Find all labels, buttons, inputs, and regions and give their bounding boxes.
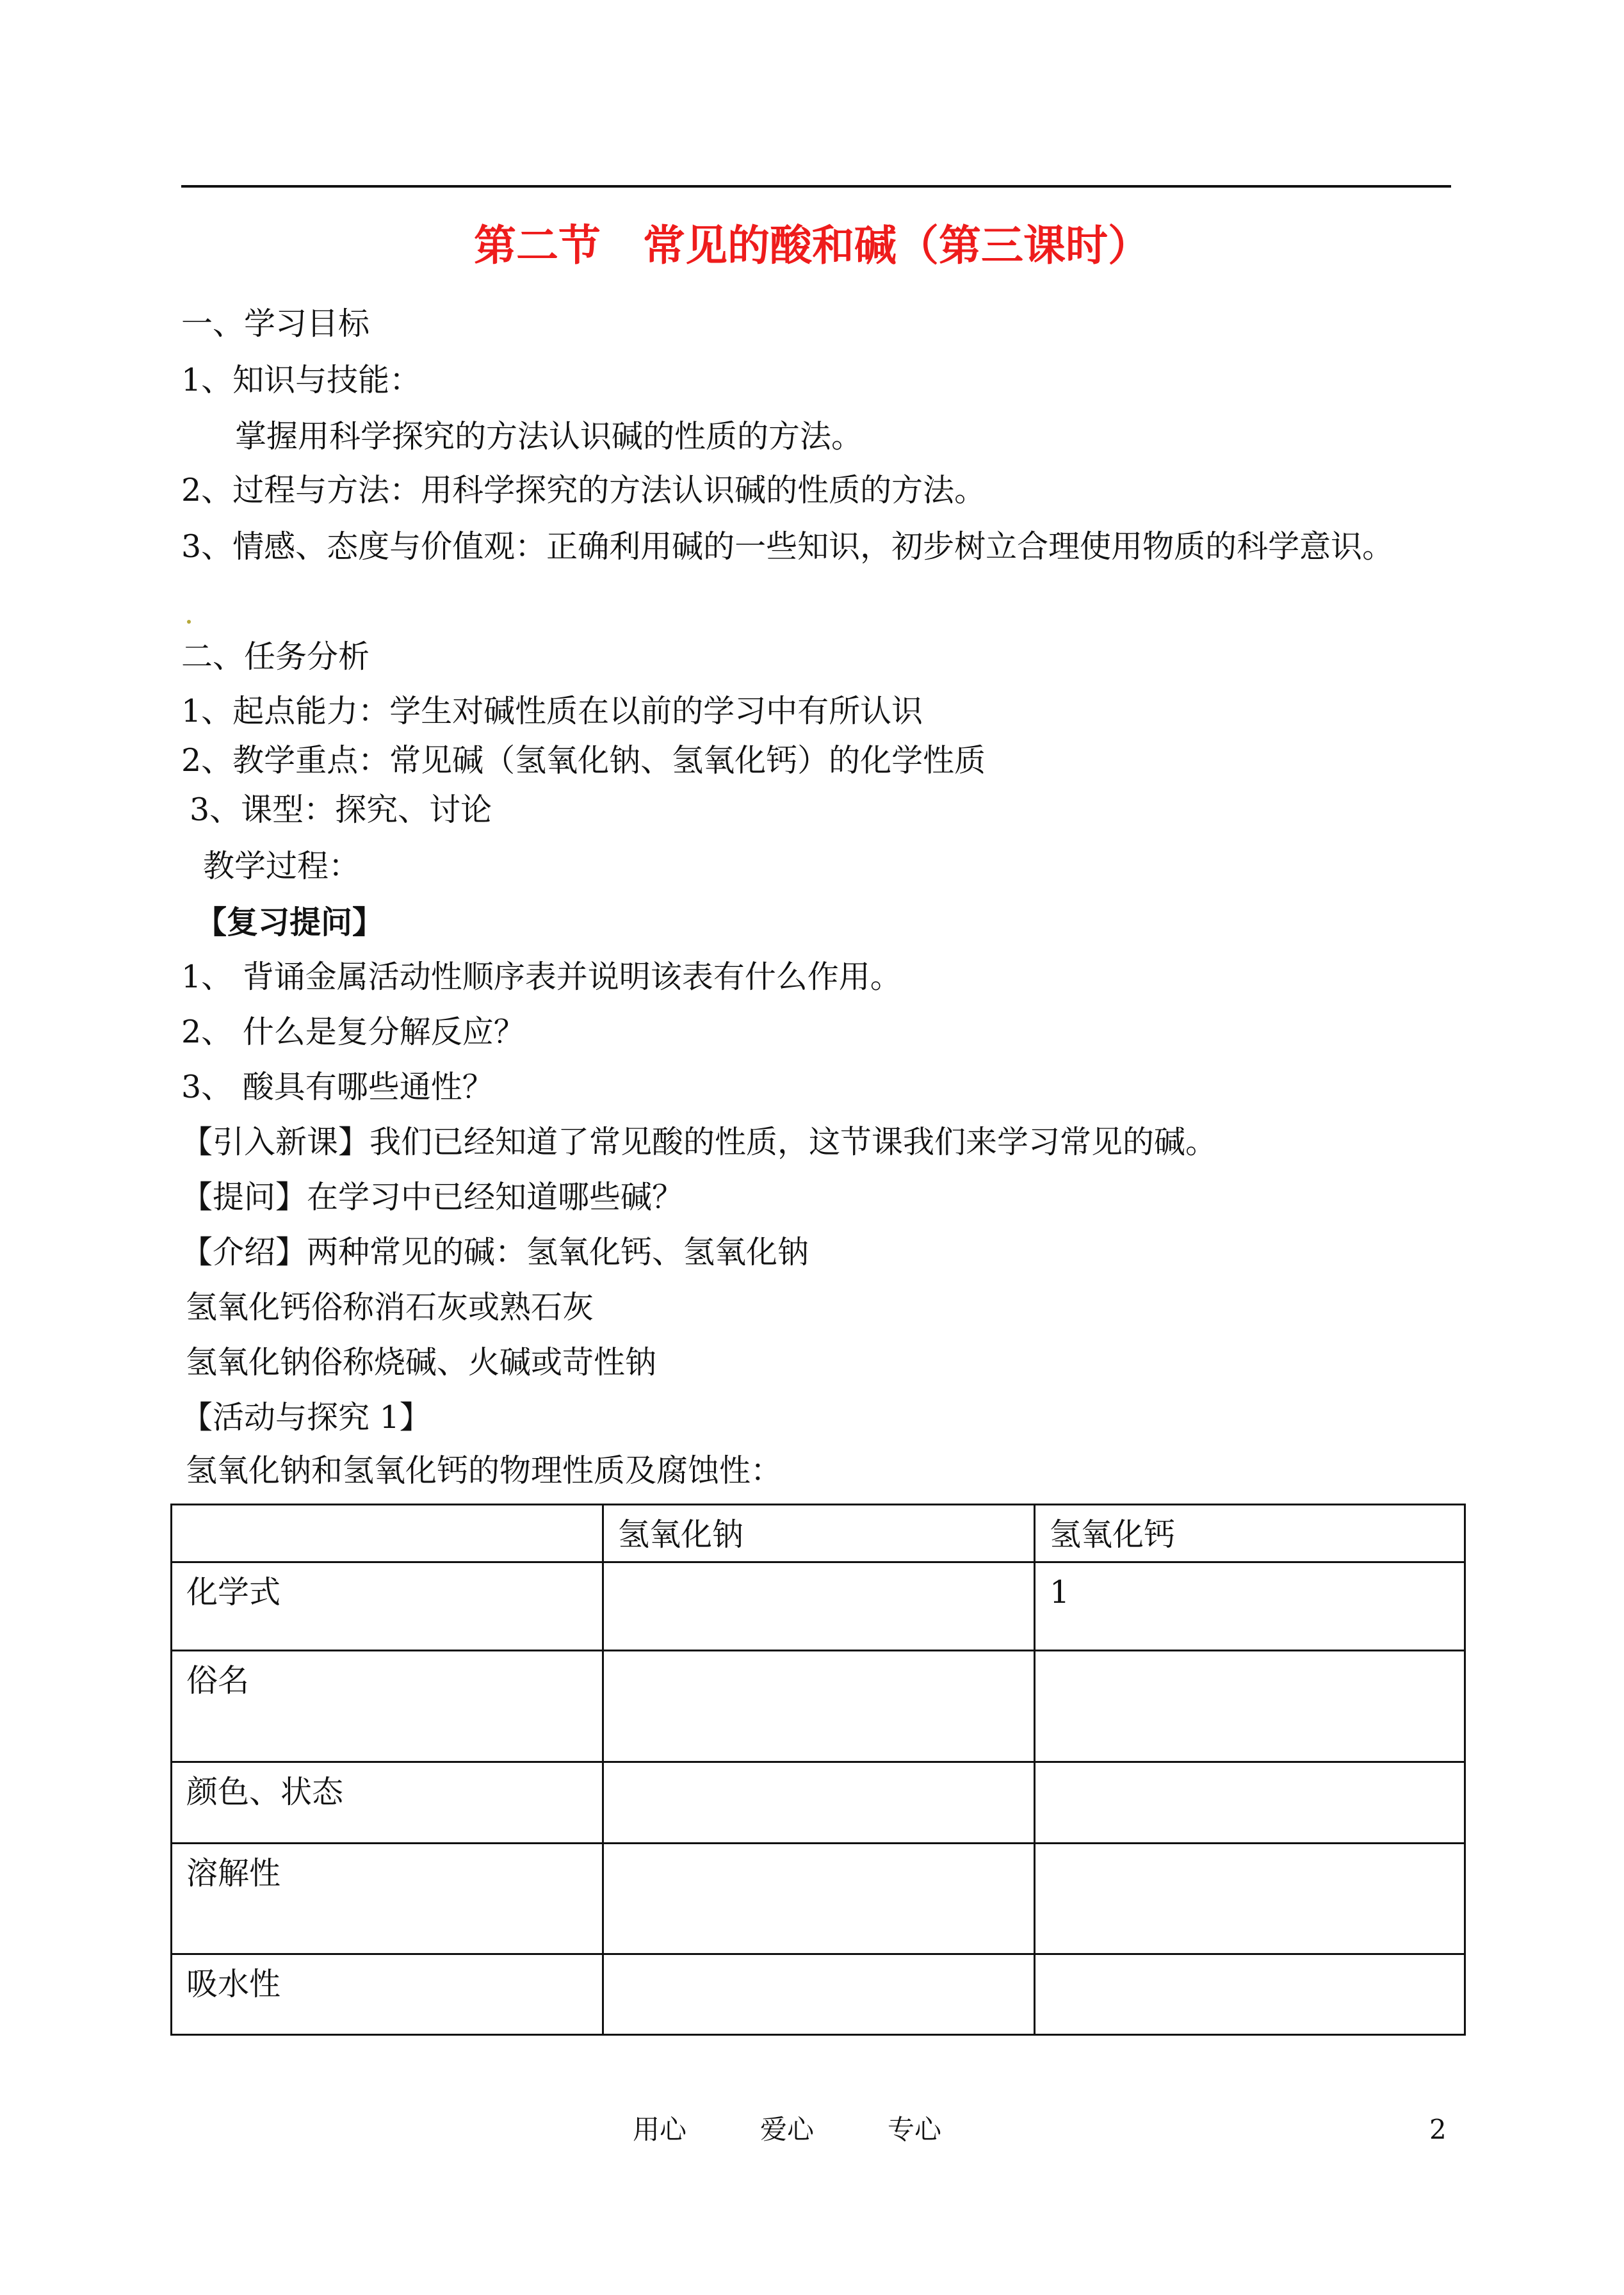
table-cell	[1035, 1954, 1465, 2035]
calcium-hydroxide-names: 氢氧化钙俗称消石灰或熟石灰	[186, 1289, 594, 1326]
table-cell	[1035, 1844, 1465, 1954]
review-question-2: 2、 什么是复分解反应？	[181, 1014, 525, 1050]
table-cell	[1035, 1651, 1465, 1762]
table-cell	[603, 1562, 1035, 1651]
intro-new-lesson: 【引入新课】我们已经知道了常见酸的性质，这节课我们来学习常见的碱。	[181, 1124, 1217, 1160]
table-cell	[1035, 1762, 1465, 1844]
question-prompt: 【提问】在学习中已经知道哪些碱？	[181, 1179, 684, 1215]
table-header-cell	[172, 1505, 603, 1562]
footer-motto-2: 爱心	[760, 2114, 815, 2145]
table-header-cell: 氢氧化钠	[603, 1505, 1035, 1562]
table-cell	[603, 1844, 1035, 1954]
teaching-process-label: 教学过程：	[203, 848, 361, 884]
activity-description: 氢氧化钠和氢氧化钙的物理性质及腐蚀性：	[186, 1452, 783, 1489]
page-number: 2	[1429, 2114, 1447, 2145]
table-row	[172, 1954, 1465, 2035]
review-question-1: 1、 背诵金属活动性顺序表并说明该表有什么作用。	[181, 959, 902, 995]
objective-2-text: 2、过程与方法：用科学探究的方法认识碱的性质的方法。	[181, 472, 986, 508]
objective-1-text: 掌握用科学探究的方法认识碱的性质的方法。	[235, 418, 863, 455]
header-rule	[181, 185, 1451, 188]
table-cell	[603, 1762, 1035, 1844]
section-heading-task-analysis: 二、任务分析	[181, 638, 370, 675]
review-question-3: 3、 酸具有哪些通性？	[181, 1069, 494, 1105]
table-header-cell: 氢氧化钙	[1035, 1505, 1465, 1562]
table-cell	[603, 1954, 1035, 2035]
introduction-text: 【介绍】两种常见的碱：氢氧化钙、氢氧化钠	[181, 1234, 809, 1270]
table-row	[172, 1651, 1465, 1762]
task-3-text: 3、课型：探究、讨论	[190, 791, 492, 828]
review-heading: 【复习提问】	[195, 904, 384, 941]
page-title: 第二节 常见的酸和碱（第三课时）	[474, 220, 1150, 270]
task-1-text: 1、起点能力：学生对碱性质在以前的学习中有所认识	[181, 693, 923, 729]
footer-motto-3: 专心	[888, 2114, 942, 2145]
table-row-label: 颜色、状态	[172, 1762, 603, 1844]
table-header-row	[172, 1505, 1465, 1562]
table-cell: 1	[1035, 1562, 1465, 1651]
objective-1-heading: 1、知识与技能：	[181, 362, 421, 398]
table-row-label: 溶解性	[172, 1844, 603, 1954]
properties-table	[170, 1504, 1466, 2036]
activity-heading: 【活动与探究 1】	[181, 1399, 431, 1436]
stray-mark	[187, 620, 191, 624]
table-cell	[603, 1651, 1035, 1762]
footer-motto-1: 用心	[633, 2114, 687, 2145]
table-row-label: 吸水性	[172, 1954, 603, 2035]
section-heading-objectives: 一、学习目标	[181, 305, 370, 342]
table-row	[172, 1562, 1465, 1651]
table-row	[172, 1762, 1465, 1844]
table-row	[172, 1844, 1465, 1954]
table-row-label: 俗名	[172, 1651, 603, 1762]
objective-3-text: 3、情感、态度与价值观：正确利用碱的一些知识，初步树立合理使用物质的科学意识。	[181, 528, 1394, 565]
sodium-hydroxide-names: 氢氧化钠俗称烧碱、火碱或苛性钠	[186, 1344, 657, 1381]
table-row-label: 化学式	[172, 1562, 603, 1651]
task-2-text: 2、教学重点：常见碱（氢氧化钠、氢氧化钙）的化学性质	[181, 742, 986, 779]
